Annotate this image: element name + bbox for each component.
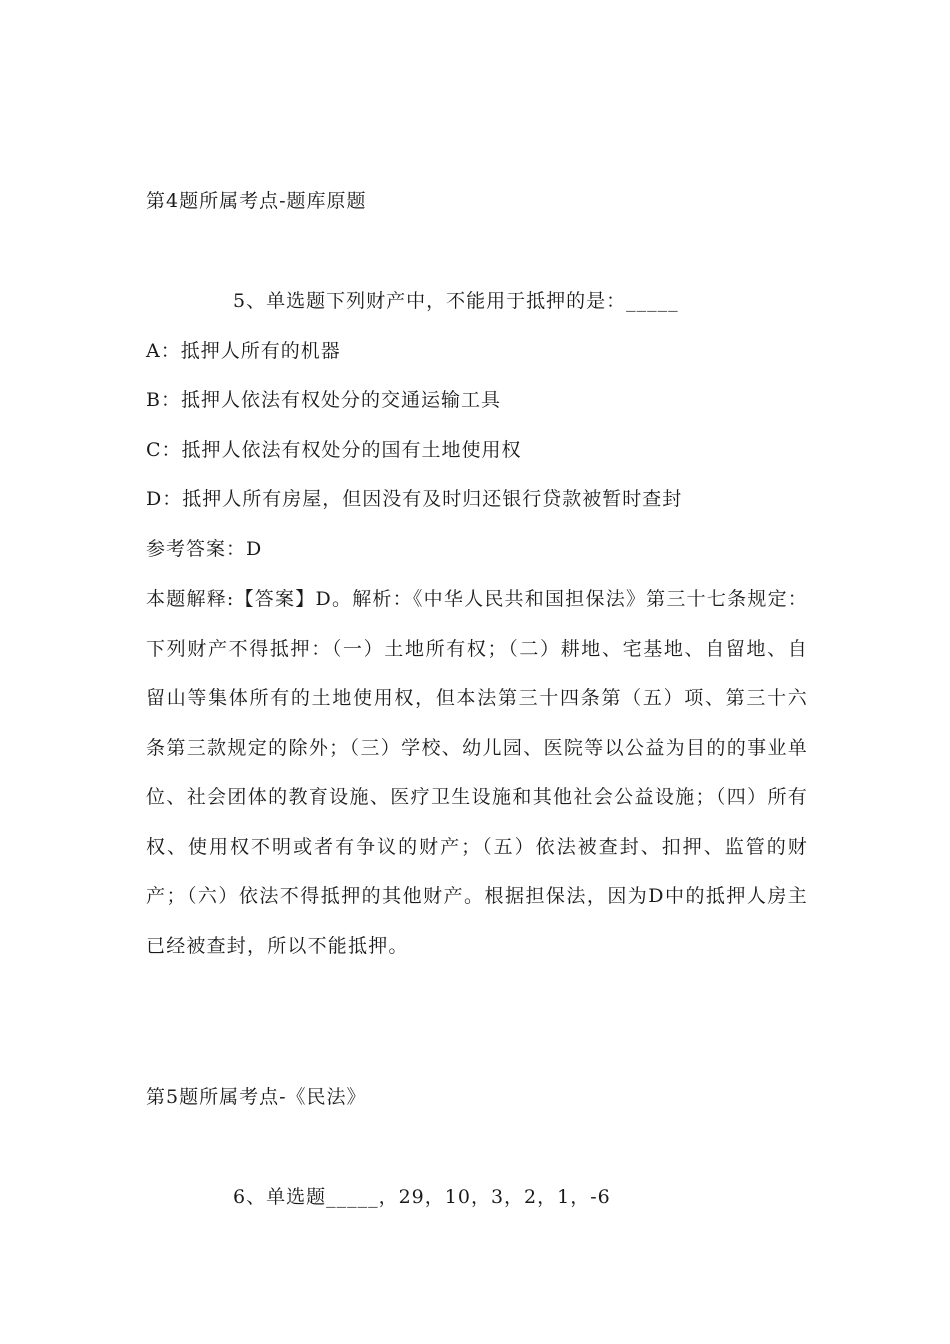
q4-knowledge-point: 第4题所属考点-题库原题 [146, 190, 367, 212]
q5-explanation: 本题解释:【答案】D。解析：《中华人民共和国担保法》第三十七条规定：下列财产不得抵押：（一）土地所有权；（二）耕地、宅基地、自留地、自留山等集体所有的土地使用权，但本法第三十四条第（五）项、第三十六条第三款规定的除外；（三）学校、幼儿园、医院等以公益为目的的事业单位、社会团体的教育设施、医疗卫生设施和其他社会公益设施；（四）所有权、使用权不明或者有争议的财产；（五）依法被查封、扣押、监管的财产；（六）依法不得抵押的其他财产。根据担保法，因为D中的抵押人房主已经被查封，所以不能抵押。 [146, 588, 808, 957]
q5-option-d: D：抵押人所有房屋，但因没有及时归还银行贷款被暂时查封 [146, 488, 683, 510]
q5-option-b: B：抵押人依法有权处分的交通运输工具 [146, 389, 501, 411]
q5-answer: 参考答案：D [146, 538, 263, 560]
q5-option-c: C：抵押人依法有权处分的国有土地使用权 [146, 439, 522, 461]
q5-option-a: A：抵押人所有的机器 [146, 340, 341, 362]
q5-stem: 5、单选题下列财产中，不能用于抵押的是：_____ [233, 290, 679, 312]
q5-knowledge-point: 第5题所属考点-《民法》 [146, 1086, 367, 1108]
q6-stem: 6、单选题_____，29，10，3，2，1，-6 [233, 1186, 611, 1208]
